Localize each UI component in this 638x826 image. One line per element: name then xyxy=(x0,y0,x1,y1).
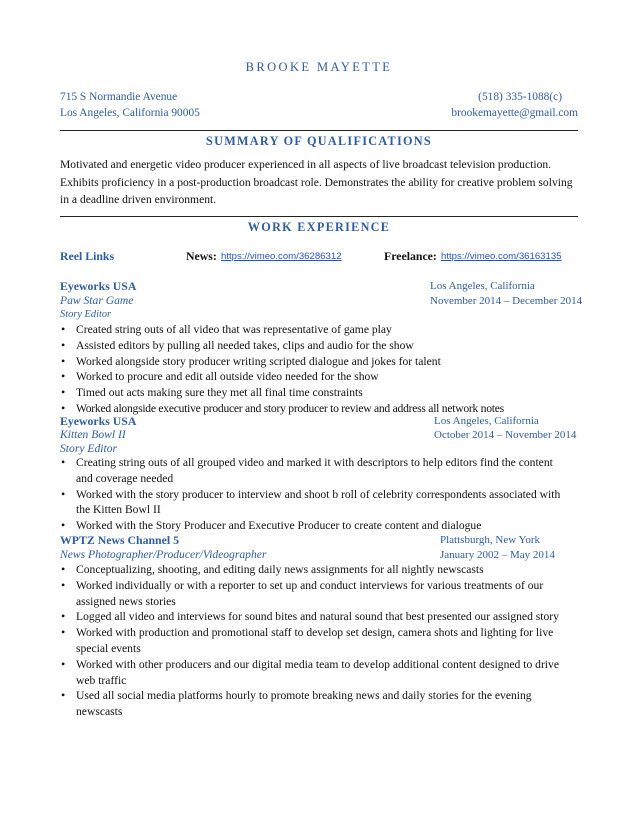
job-position: Paw Star Game xyxy=(60,294,134,307)
list-item: • Timed out acts making sure they met all final time constraints xyxy=(60,385,580,401)
work-experience-heading: WORK EXPERIENCE xyxy=(247,220,391,234)
list-item: • Worked alongside executive producer and story producer to review and address all network notes xyxy=(60,401,580,417)
address-block xyxy=(60,89,200,121)
job-location: Los Angeles, California xyxy=(430,280,535,292)
summary-text: Motivated and energetic video producer experienced in all aspects of live broadcast television production. Exhibits proficiency in a post-production broadcast role. Demonstrates the ability for creative problem solving in a deadline driven environment. xyxy=(60,158,573,206)
list-item: • Conceptualizing, shooting, and editing daily news assignments for all nightly newscasts xyxy=(60,562,578,578)
list-item: • Creating string outs of all grouped video and marked it with descriptors to help editors find the content and coverage needed xyxy=(60,455,570,487)
list-item: • Worked alongside story producer writing scripted dialogue and jokes for talent xyxy=(60,354,580,370)
list-item: • Worked to procure and edit all outside video needed for the show xyxy=(60,369,580,385)
job-location: Los Angeles, California xyxy=(434,415,539,427)
job-dates: January 2002 – May 2014 xyxy=(440,549,555,561)
list-item: • Worked individually or with a reporter to set up and conduct interviews for various treatments of our assigned news stories xyxy=(60,578,578,610)
list-item: • Assisted editors by pulling all needed takes, clips and audio for the show xyxy=(60,338,580,354)
email-address[interactable]: brookemayette@gmail.com xyxy=(451,107,578,119)
list-item: • Created string outs of all video that was representative of game play xyxy=(60,322,580,338)
job-role: Story Editor xyxy=(60,309,112,320)
news-label: News: xyxy=(186,249,217,263)
job-location: Plattsburgh, New York xyxy=(440,534,541,546)
job-company: Eyeworks USA xyxy=(60,414,137,428)
reel-links-label: Reel Links xyxy=(60,249,115,263)
job-position: Kitten Bowl II xyxy=(60,428,126,441)
freelance-label: Freelance: xyxy=(384,249,437,263)
news-reel-link[interactable]: https://vimeo.com/36286312 xyxy=(221,251,342,262)
list-item: • Worked with other producers and our digital media team to develop additional content designed to drive web traffic xyxy=(60,657,578,689)
job-duties-list xyxy=(60,322,580,417)
freelance-reel-link[interactable]: https://vimeo.com/36163135 xyxy=(441,251,562,262)
job-dates: November 2014 – December 2014 xyxy=(430,295,583,307)
address-line-1: 715 S Normandie Avenue xyxy=(60,91,178,103)
address-line-2: Los Angeles, California 90005 xyxy=(60,107,200,119)
candidate-name: BROOKE MAYETTE xyxy=(245,60,393,74)
divider-line xyxy=(60,216,578,217)
job-company: WPTZ News Channel 5 xyxy=(60,533,179,547)
list-item: • Used all social media platforms hourly to promote breaking news and daily stories for the evening newscasts xyxy=(60,688,578,720)
job-position: News Photographer/Producer/Videographer xyxy=(60,548,267,561)
phone-number: (518) 335-1088(c) xyxy=(478,91,562,103)
job-role: Story Editor xyxy=(60,442,118,455)
job-dates: October 2014 – November 2014 xyxy=(434,429,577,441)
list-item: • Worked with production and promotional staff to develop set design, camera shots and lighting for live special events xyxy=(60,625,578,657)
list-item: • Logged all video and interviews for sound bites and natural sound that best presented our assigned story xyxy=(60,609,578,625)
divider-line xyxy=(60,130,578,131)
contact-block xyxy=(451,89,578,121)
job-company: Eyeworks USA xyxy=(60,279,137,293)
list-item: • Worked with the Story Producer and Executive Producer to create content and dialogue xyxy=(60,518,570,534)
job-duties-list xyxy=(60,455,570,534)
summary-heading: SUMMARY OF QUALIFICATIONS xyxy=(206,134,432,148)
list-item: • Worked with the story producer to interview and shoot b roll of celebrity correspondents associated with the Kitten Bowl II xyxy=(60,487,570,519)
job-duties-list xyxy=(60,562,578,720)
